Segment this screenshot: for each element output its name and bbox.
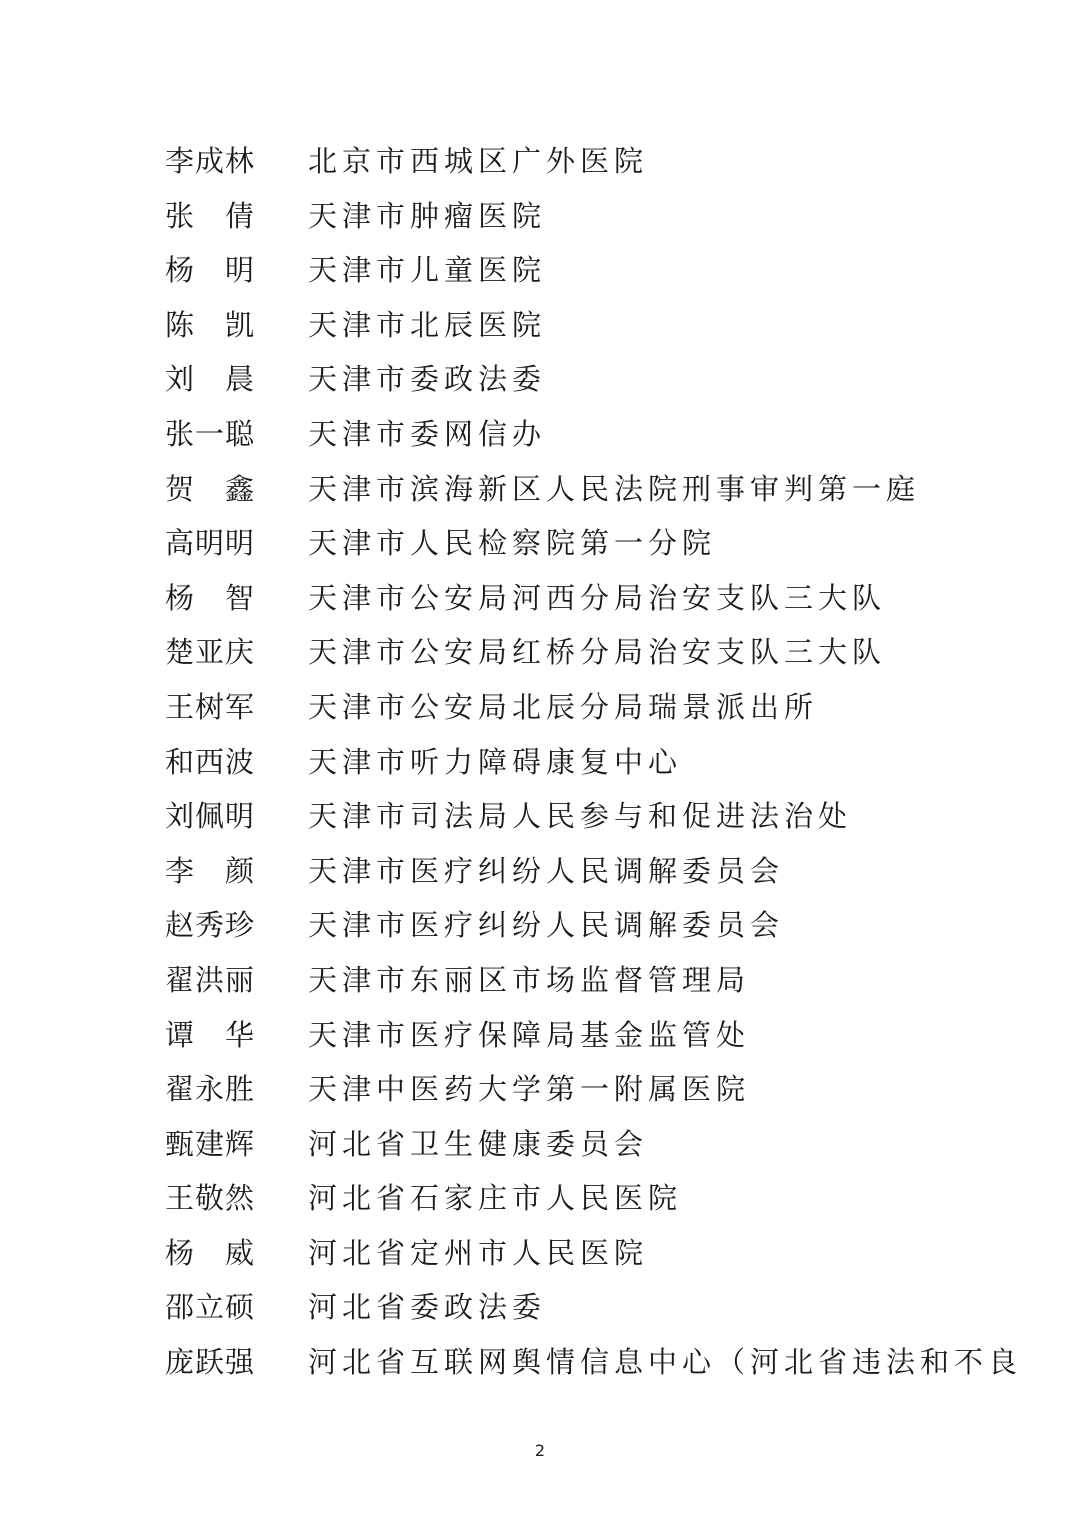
person-name: 翟洪丽 — [165, 962, 256, 997]
list-item — [0, 897, 1080, 952]
list-item — [0, 1225, 1080, 1280]
organization: 天津市医疗纠纷人民调解委员会 — [308, 853, 785, 888]
list-item — [0, 406, 1080, 461]
list-item — [0, 624, 1080, 679]
person-name: 邵立硕 — [165, 1290, 256, 1325]
page-number: 2 — [534, 1441, 546, 1460]
list-item — [0, 734, 1080, 789]
list-item — [0, 461, 1080, 516]
person-name: 赵秀珍 — [165, 908, 256, 943]
person-name: 和西波 — [165, 744, 256, 779]
list-item — [0, 679, 1080, 734]
list-item — [0, 188, 1080, 243]
organization: 北京市西城区广外医院 — [308, 144, 649, 178]
person-name: 甄建辉 — [165, 1126, 256, 1161]
organization: 河北省定州市人民医院 — [308, 1235, 649, 1270]
person-name: 杨 智 — [165, 580, 256, 615]
list-item — [0, 515, 1080, 570]
person-name: 楚亚庆 — [165, 635, 256, 670]
person-name: 李 颜 — [165, 853, 256, 888]
organization: 天津市听力障碍康复中心 — [308, 744, 683, 779]
organization: 天津中医药大学第一附属医院 — [308, 1072, 751, 1107]
organization: 河北省委政法委 — [308, 1290, 547, 1325]
person-name: 刘 晨 — [165, 362, 256, 397]
list-item — [0, 952, 1080, 1007]
list-item — [0, 242, 1080, 297]
list-item — [0, 133, 1080, 188]
organization: 天津市公安局红桥分局治安支队三大队 — [308, 635, 887, 670]
organization: 河北省石家庄市人民医院 — [308, 1181, 683, 1216]
person-name: 李成林 — [165, 144, 256, 178]
list-item — [0, 1170, 1080, 1225]
organization: 天津市公安局河西分局治安支队三大队 — [308, 580, 887, 615]
organization: 天津市东丽区市场监督管理局 — [308, 962, 751, 997]
person-name: 翟永胜 — [165, 1072, 256, 1107]
person-name: 张 倩 — [165, 198, 256, 233]
organization: 天津市公安局北辰分局瑞景派出所 — [308, 689, 819, 724]
organization: 天津市人民检察院第一分院 — [308, 526, 717, 561]
list-item — [0, 1279, 1080, 1334]
person-name: 杨 明 — [165, 253, 256, 288]
person-name: 谭 华 — [165, 1017, 256, 1052]
person-name: 贺 鑫 — [165, 471, 256, 506]
list-item — [0, 1007, 1080, 1062]
organization: 天津市肿瘤医院 — [308, 198, 547, 233]
organization: 天津市北辰医院 — [308, 307, 547, 342]
organization: 天津市医疗纠纷人民调解委员会 — [308, 908, 785, 943]
person-name: 高明明 — [165, 526, 256, 561]
list-item — [0, 297, 1080, 352]
person-name: 王敬然 — [165, 1181, 256, 1216]
person-name: 刘佩明 — [165, 799, 256, 834]
person-name: 陈 凯 — [165, 307, 256, 342]
organization: 天津市委政法委 — [308, 362, 547, 397]
organization: 河北省卫生健康委员会 — [308, 1126, 649, 1161]
person-name: 王树军 — [165, 689, 256, 724]
organization: 天津市儿童医院 — [308, 253, 547, 288]
list-item — [0, 1334, 1080, 1389]
list-item — [0, 570, 1080, 625]
list-item — [0, 1061, 1080, 1116]
list-item — [0, 843, 1080, 898]
organization: 天津市滨海新区人民法院刑事审判第一庭 — [308, 471, 921, 506]
person-name: 张一聪 — [165, 416, 256, 451]
person-name: 庞跃强 — [165, 1345, 256, 1380]
organization: 天津市委网信办 — [308, 416, 547, 451]
organization: 天津市医疗保障局基金监管处 — [308, 1017, 751, 1052]
organization: 河北省互联网舆情信息中心（河北省违法和不良 — [308, 1345, 1023, 1380]
name-list — [0, 133, 1080, 1389]
organization: 天津市司法局人民参与和促进法治处 — [308, 799, 853, 834]
list-item — [0, 351, 1080, 406]
list-item — [0, 1116, 1080, 1171]
person-name: 杨 威 — [165, 1235, 256, 1270]
list-item — [0, 788, 1080, 843]
